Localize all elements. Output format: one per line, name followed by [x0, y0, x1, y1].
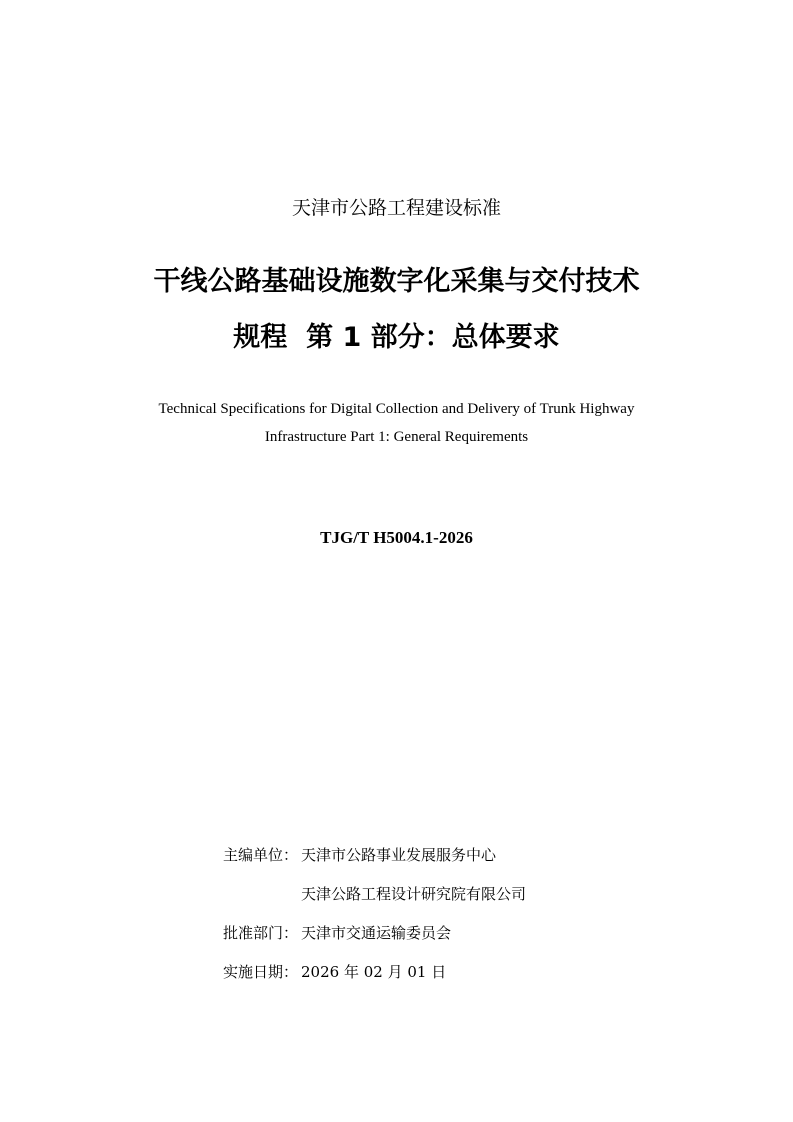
effective-date: 2026 年 02 月 01 日 — [301, 963, 447, 981]
english-title-line-2: Infrastructure Part 1: General Requirements — [264, 429, 529, 445]
document-title-line-2: 规程 第 1 部分：总体要求 — [233, 322, 560, 353]
series-title: 天津市公路工程建设标准 — [291, 197, 501, 219]
english-title-line-1: Technical Specifications for Digital Collection and Delivery of Trunk Highway — [158, 401, 635, 417]
approver-label: 批准部门： — [223, 924, 299, 942]
standard-code: TJG/T H5004.1-2026 — [320, 528, 473, 547]
effective-date-row — [223, 960, 446, 984]
approver-row — [223, 921, 451, 945]
sponsor-name-2: 天津公路工程设计研究院有限公司 — [301, 885, 527, 903]
document-title-line-1: 干线公路基础设施数字化采集与交付技术 — [153, 266, 640, 297]
sponsor-name-1: 天津市公路事业发展服务中心 — [301, 846, 497, 864]
sponsor-row-2 — [223, 882, 526, 906]
effective-date-label: 实施日期： — [223, 963, 299, 981]
sponsor-row — [223, 843, 496, 867]
approver-name: 天津市交通运输委员会 — [301, 924, 452, 942]
sponsor-label: 主编单位： — [223, 846, 299, 864]
